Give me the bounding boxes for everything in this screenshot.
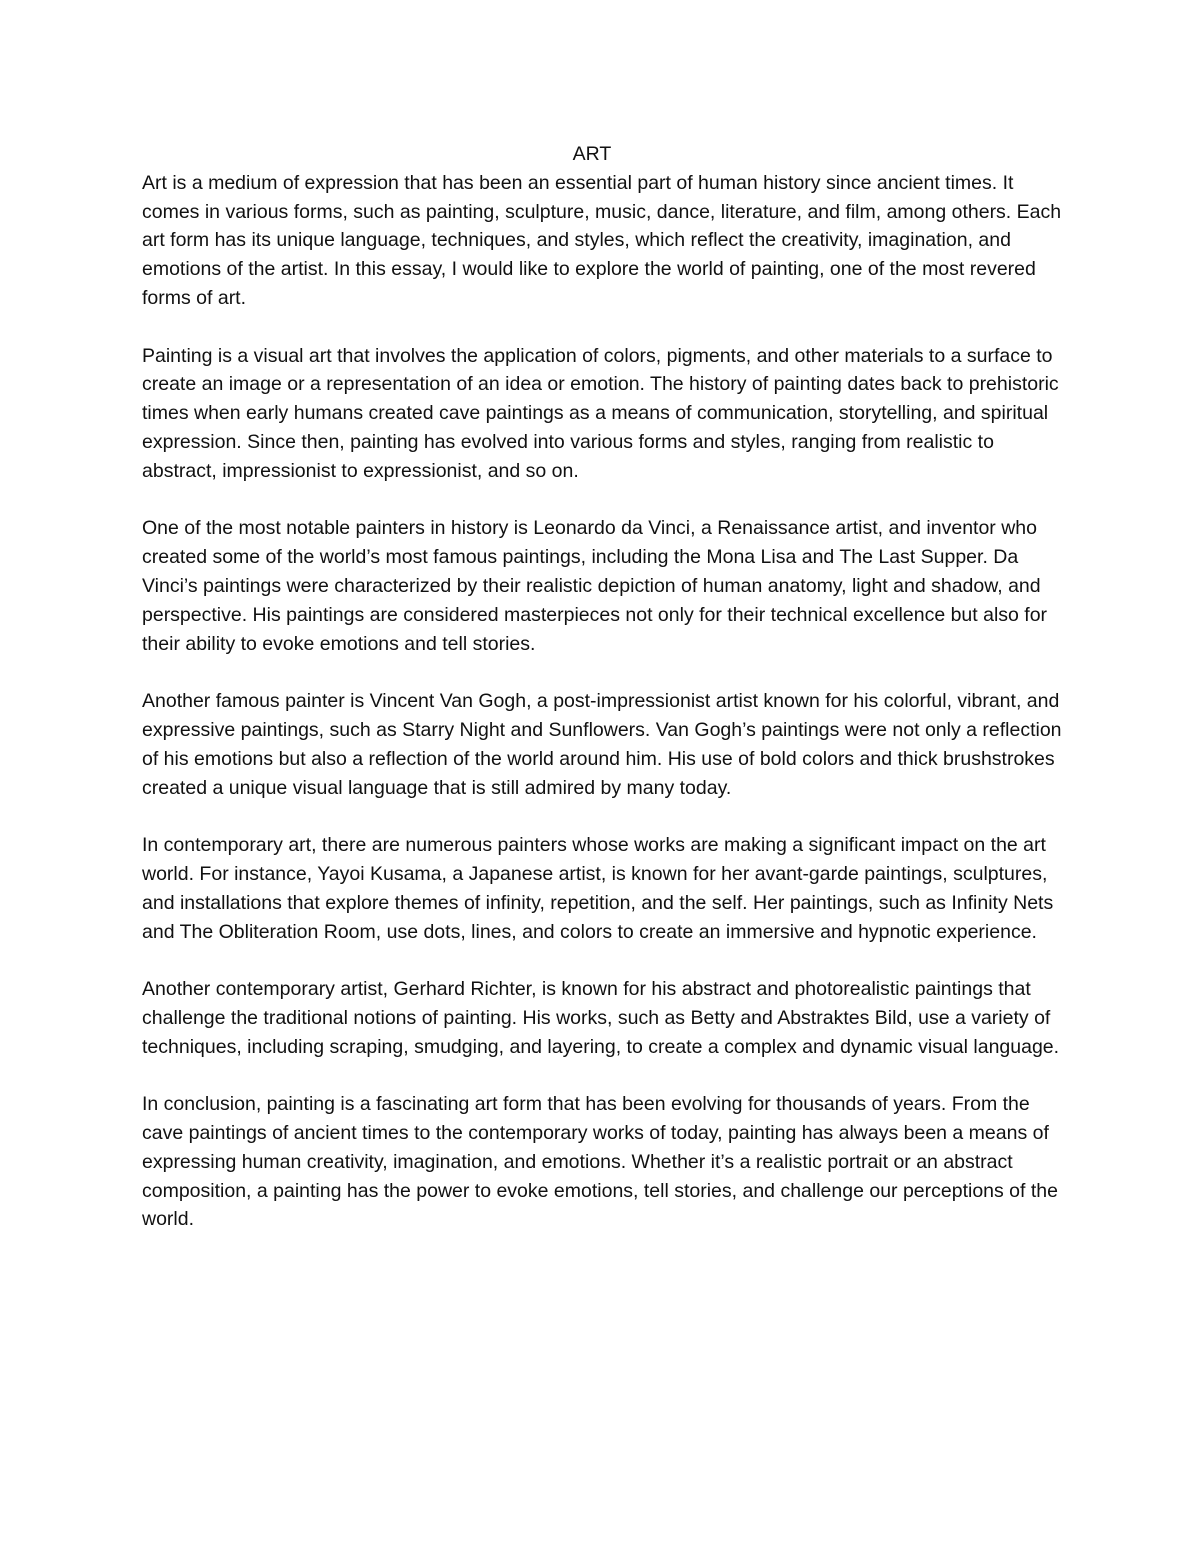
document-title: ART bbox=[572, 143, 612, 165]
document-body bbox=[142, 140, 1072, 1234]
paragraph-da-vinci: One of the most notable painters in history is Leonardo da Vinci, a Renaissance artist, and inventor who created some of the world’s most famous paintings, including the Mona Lisa and The Last Supper. Da Vinci’s paintings were characterized by their realistic depiction of human anatomy, light and shadow, and perspective. His paintings are considered masterpieces not only for their technical excellence but also for their ability to evoke emotions and tell stories. bbox=[142, 517, 1048, 655]
paragraph-richter: Another contemporary artist, Gerhard Richter, is known for his abstract and photorealistic paintings that challenge the traditional notions of painting. His works, such as Betty and Abstraktes Bild, use a variety of techniques, including scraping, smudging, and layering, to create a complex and dynamic visual language. bbox=[142, 978, 1060, 1058]
paragraph-conclusion: In conclusion, painting is a fascinating art form that has been evolving for thousands of years. From the cave paintings of ancient times to the contemporary works of today, painting has always been a means of expressing human creativity, imagination, and emotions. Whether it’s a realistic portrait or an abstract composition, a painting has the power to evoke emotions, tell stories, and challenge our perceptions of the world. bbox=[142, 1093, 1058, 1231]
paragraph-painting-definition: Painting is a visual art that involves the application of colors, pigments, and other materials to a surface to create an image or a representation of an idea or emotion. The history of painting dates back to prehistoric times when early humans created cave paintings as a means of communication, storytelling, and spiritual expression. Since then, painting has evolved into various forms and styles, ranging from realistic to abstract, impressionist to expressionist, and so on. bbox=[142, 344, 1059, 482]
paragraph-van-gogh: Another famous painter is Vincent Van Gogh, a post-impressionist artist known for his colorful, vibrant, and expressive paintings, such as Starry Night and Sunflowers. Van Gogh’s paintings were not only a reflection of his emotions but also a reflection of the world around him. His use of bold colors and thick brushstrokes created a unique visual language that is still admired by many today. bbox=[142, 690, 1062, 799]
paragraph-kusama: In contemporary art, there are numerous painters whose works are making a significant impact on the art world. For instance, Yayoi Kusama, a Japanese artist, is known for her avant-garde paintings, sculptures, and installations that explore themes of infinity, repetition, and the self. Her paintings, such as Infinity Nets and The Obliteration Room, use dots, lines, and colors to create an immersive and hypnotic experience. bbox=[142, 834, 1054, 943]
paragraph-intro: Art is a medium of expression that has been an essential part of human history since ancient times. It comes in various forms, such as painting, sculpture, music, dance, literature, and film, among others. Each art form has its unique language, techniques, and styles, which reflect the creativity, imagination, and emotions of the artist. In this essay, I would like to explore the world of painting, one of the most revered forms of art. bbox=[142, 171, 1062, 309]
